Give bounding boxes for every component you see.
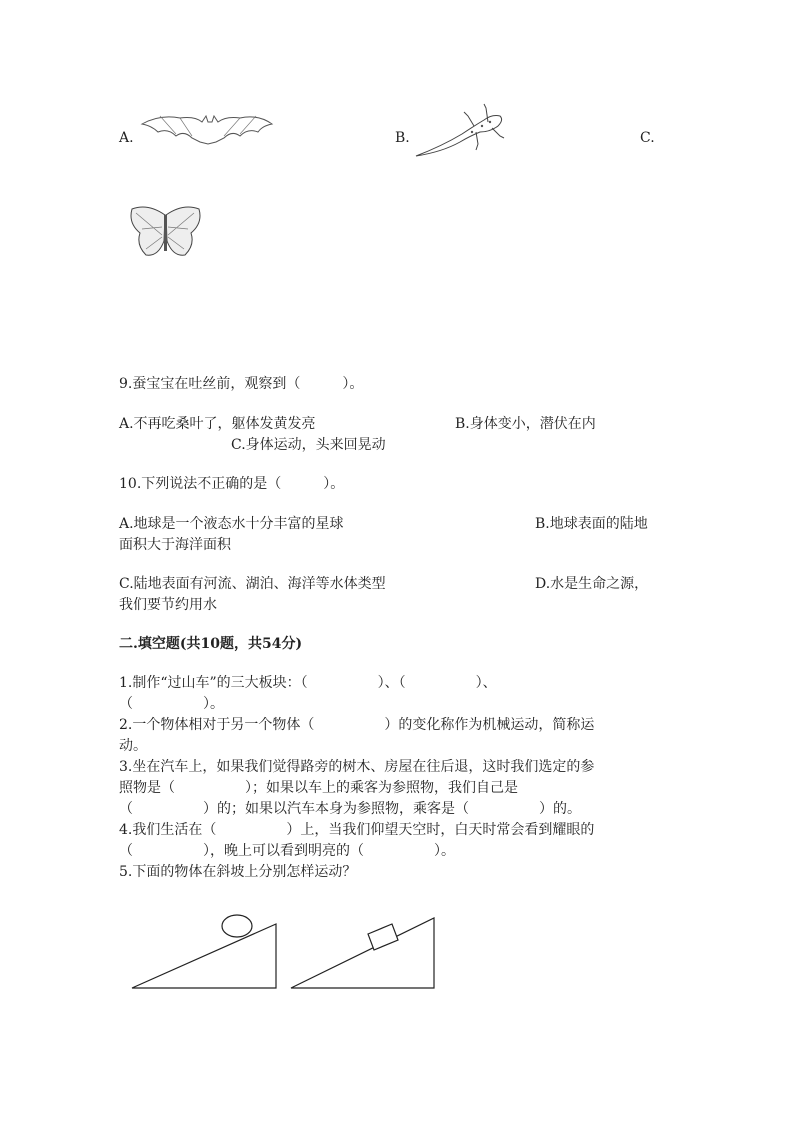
q9-option-a: A.不再吃桑叶了，躯体发黄发亮: [119, 416, 316, 432]
fill-q5: 5.下面的物体在斜坡上分别怎样运动？: [119, 864, 357, 880]
fill-q2-line1: 2.一个物体相对于另一个物体（ ）的变化称作为机械运动，简称运: [119, 717, 595, 733]
option-a-label: A.: [119, 130, 134, 146]
slope-ball-diagram: [128, 910, 283, 992]
fill-q1-line2: （ ）。: [119, 696, 224, 712]
fill-q3-line3: （ ）的；如果以汽车本身为参照物，乘客是（ ）的。: [119, 801, 581, 817]
q9-option-c: C.身体运动，头来回晃动: [231, 437, 386, 453]
option-b-label: B.: [395, 130, 410, 146]
q9-option-b: B.身体变小，潜伏在内: [455, 416, 596, 432]
fill-q4-line2: （ ），晚上可以看到明亮的（ ）。: [119, 843, 455, 859]
q10-option-d-line2: 我们要节约用水: [119, 597, 217, 613]
slope-block-diagram: [288, 912, 438, 992]
section-title: 二.填空题(共10题，共54分): [119, 636, 303, 652]
fill-q3-line1: 3.坐在汽车上，如果我们觉得路旁的树木、房屋在往后退，这时我们选定的参: [119, 759, 595, 775]
gecko-image: [412, 102, 512, 160]
fill-q4-line1: 4.我们生活在（ ）上，当我们仰望天空时，白天时常会看到耀眼的: [119, 822, 595, 838]
fill-q1-line1: 1.制作“过山车”的三大板块：（ ）、（ ）、: [119, 675, 497, 691]
q10-option-b-line2: 面积大于海洋面积: [119, 537, 231, 553]
q10-option-a: A.地球是一个液态水十分丰富的星球: [119, 516, 344, 532]
butterfly-image: [128, 205, 203, 260]
q10-option-d-line1: D.水是生命之源，: [535, 576, 649, 592]
bat-image: [140, 110, 275, 150]
q10-option-b-line1: B.地球表面的陆地: [535, 516, 648, 532]
q10-option-c: C.陆地表面有河流、湖泊、海洋等水体类型: [119, 576, 386, 592]
fill-q3-line2: 照物是（ ）；如果以车上的乘客为参照物，我们自己是: [119, 780, 518, 796]
option-c-label: C.: [640, 130, 655, 146]
q10-stem: 10.下列说法不正确的是（ ）。: [119, 476, 345, 492]
q9-stem: 9.蚕宝宝在吐丝前，观察到（ ）。: [119, 376, 364, 392]
fill-q2-line2: 动。: [119, 738, 147, 754]
